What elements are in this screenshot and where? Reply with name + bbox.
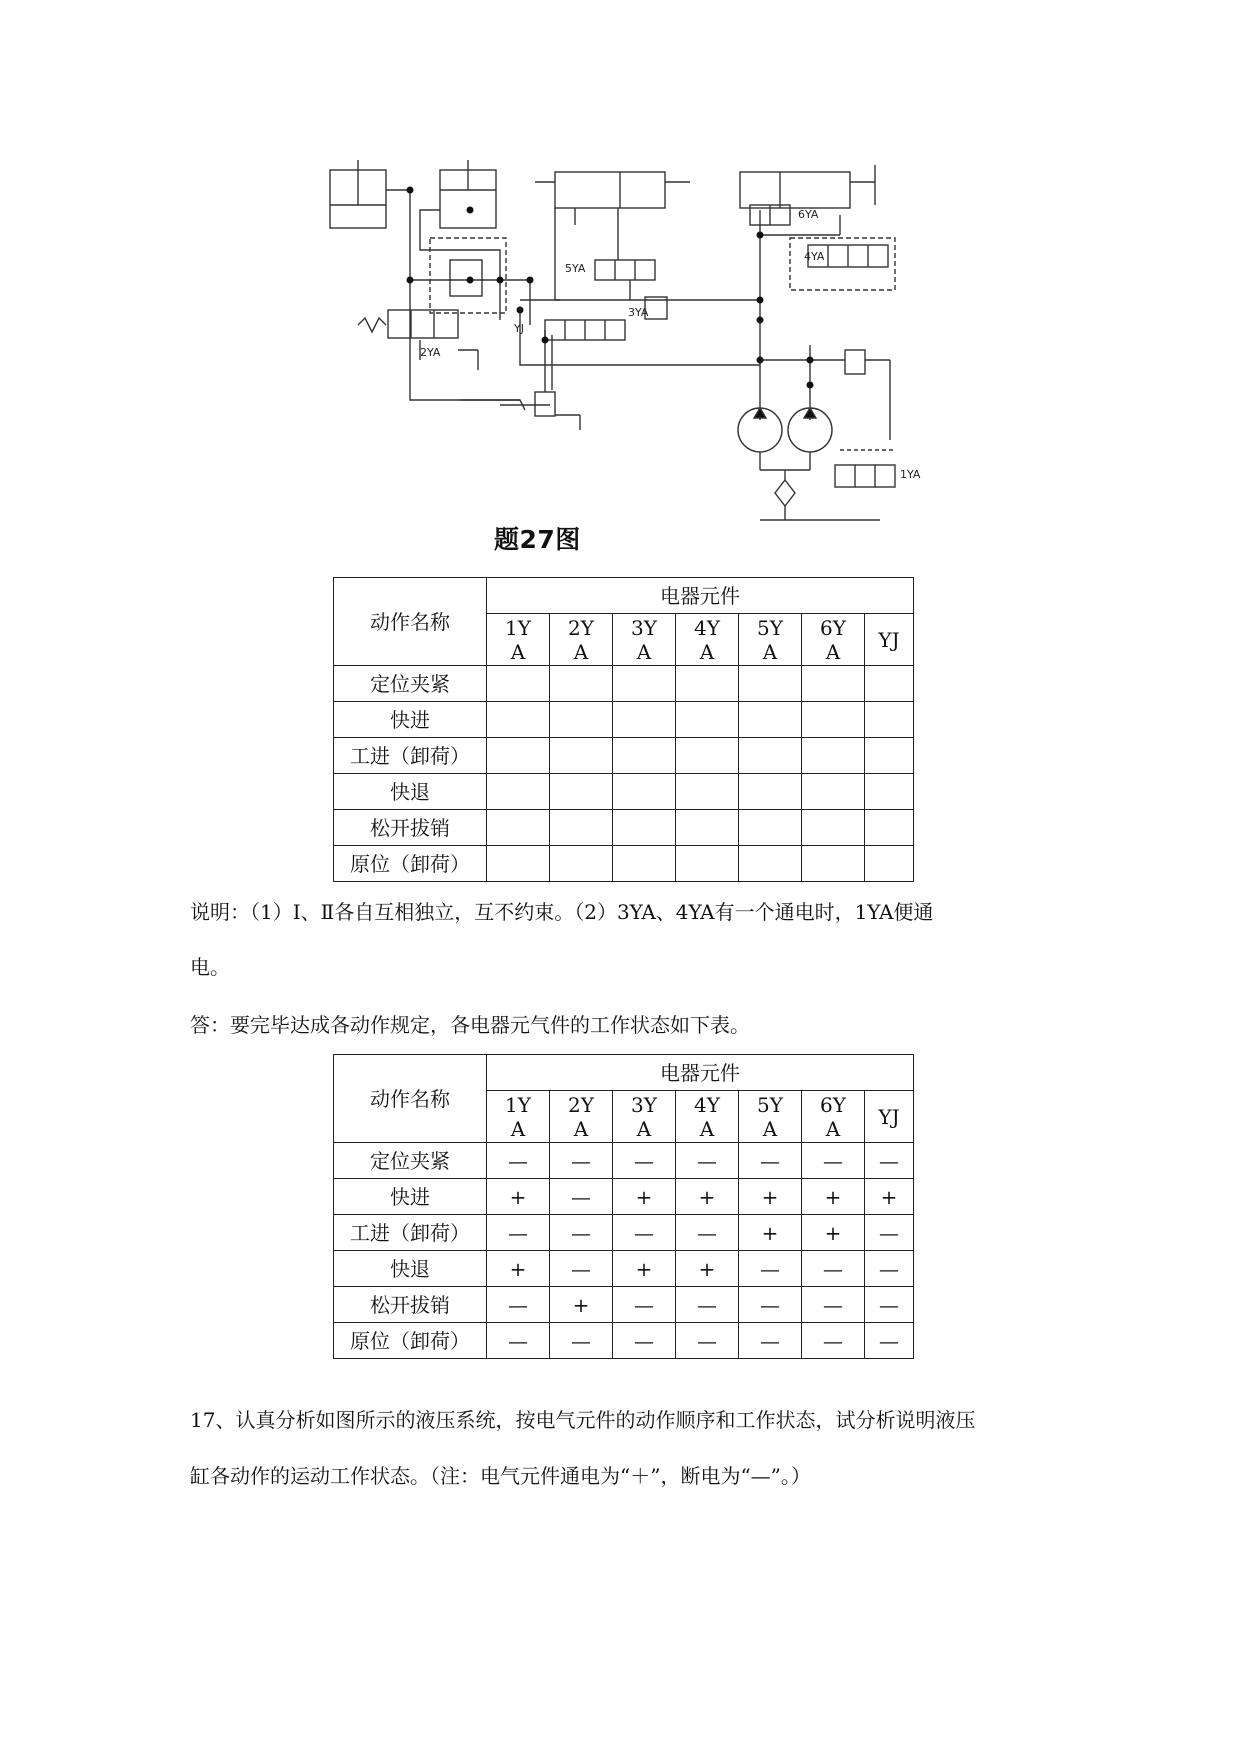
- table-cell: [613, 666, 676, 702]
- cylinder-right-2: [740, 172, 850, 208]
- table-cell: A: [699, 639, 715, 664]
- table-cell: 工进（卸荷）: [334, 738, 487, 774]
- table-cell: 快进: [334, 1179, 487, 1215]
- table-cell: 6Y: [820, 615, 846, 640]
- table-cell: [550, 738, 613, 774]
- table-cell: A: [825, 639, 841, 664]
- col-header: [676, 614, 739, 666]
- table-cell: [865, 774, 914, 810]
- table-cell: A: [573, 1116, 589, 1141]
- table-cell: —: [487, 1143, 550, 1179]
- table-cell: —: [487, 1215, 550, 1251]
- col-header-yj: YJ: [865, 614, 914, 666]
- col-header: [739, 614, 802, 666]
- question-17-line-2: 缸各动作的运动工作状态。（注：电气元件通电为“＋”，断电为“—”。）: [190, 1464, 811, 1488]
- table-cell: [613, 774, 676, 810]
- table-cell: [487, 774, 550, 810]
- figure-caption: 题27图: [494, 525, 581, 554]
- table-cell: +: [676, 1251, 739, 1287]
- table-cell: —: [550, 1323, 613, 1359]
- table-cell: [676, 666, 739, 702]
- table-cell: —: [865, 1323, 914, 1359]
- table-cell: —: [739, 1287, 802, 1323]
- table-cell: 3Y: [631, 1092, 657, 1117]
- table-cell: 5Y: [757, 1092, 783, 1117]
- table-cell: —: [487, 1287, 550, 1323]
- table-cell: A: [825, 1116, 841, 1141]
- col-header: [487, 1091, 550, 1143]
- label-3ya: 3YA: [628, 306, 649, 319]
- answer-text: 答：要完毕达成各动作规定，各电器元气件的工作状态如下表。: [190, 1013, 750, 1037]
- table-cell: [550, 810, 613, 846]
- col-header: [739, 1091, 802, 1143]
- table-row: [334, 846, 914, 882]
- table-cell: 原位（卸荷）: [334, 1323, 487, 1359]
- table-cell: [865, 738, 914, 774]
- table-cell: —: [739, 1323, 802, 1359]
- table-row: [334, 666, 914, 702]
- header-electrical-components: 电器元件: [487, 578, 914, 614]
- table-cell: 工进（卸荷）: [334, 1215, 487, 1251]
- table-cell: [487, 846, 550, 882]
- table-cell: 快退: [334, 1251, 487, 1287]
- state-table-blank: [333, 577, 914, 882]
- table-cell: [739, 738, 802, 774]
- table-cell: —: [802, 1251, 865, 1287]
- table-cell: 原位（卸荷）: [334, 846, 487, 882]
- table-cell: —: [802, 1323, 865, 1359]
- table-cell: —: [739, 1143, 802, 1179]
- table-cell: —: [550, 1215, 613, 1251]
- note-line-1: 说明：（1）Ⅰ、Ⅱ各自互相独立，互不约束。（2）3YA、4YA有一个通电时，1YA便通: [190, 900, 934, 924]
- table-cell: —: [802, 1143, 865, 1179]
- table-cell: [676, 846, 739, 882]
- table-row: [334, 774, 914, 810]
- table-cell: 1Y: [505, 615, 531, 640]
- table-cell: —: [865, 1143, 914, 1179]
- table-cell: [739, 666, 802, 702]
- cylinder-right-1: [555, 172, 665, 208]
- table-cell: [865, 810, 914, 846]
- table-cell: A: [762, 639, 778, 664]
- label-4ya: 4YA: [804, 250, 825, 263]
- table-cell: 快进: [334, 702, 487, 738]
- table-cell: 松开拔销: [334, 810, 487, 846]
- table-cell: A: [636, 639, 652, 664]
- table-row: [334, 1323, 914, 1359]
- valve-1ya: [835, 465, 895, 487]
- table-cell: 松开拔销: [334, 1287, 487, 1323]
- table-cell: [802, 810, 865, 846]
- table-cell: —: [865, 1215, 914, 1251]
- table-row: [334, 702, 914, 738]
- table-cell: [865, 846, 914, 882]
- table-row: [334, 1055, 914, 1091]
- table-cell: +: [676, 1179, 739, 1215]
- table-cell: 3Y: [631, 615, 657, 640]
- table-cell: [676, 810, 739, 846]
- table-cell: [802, 846, 865, 882]
- col-header: [550, 1091, 613, 1143]
- table-cell: A: [510, 639, 526, 664]
- hydraulic-circuit-diagram: [320, 160, 940, 580]
- question-17-line-1: 17、认真分析如图所示的液压系统，按电气元件的动作顺序和工作状态，试分析说明液压: [190, 1408, 976, 1432]
- table-cell: [802, 702, 865, 738]
- table-cell: +: [550, 1287, 613, 1323]
- table-cell: [865, 666, 914, 702]
- table-row: [334, 1251, 914, 1287]
- table-cell: [613, 846, 676, 882]
- table-cell: 4Y: [694, 1092, 720, 1117]
- table-row: [334, 738, 914, 774]
- header-action-name: 动作名称: [334, 578, 487, 666]
- table-cell: A: [636, 1116, 652, 1141]
- table-cell: A: [573, 639, 589, 664]
- table-cell: +: [739, 1215, 802, 1251]
- table-row: [334, 1287, 914, 1323]
- table-cell: [802, 774, 865, 810]
- table-cell: +: [487, 1179, 550, 1215]
- table-cell: [487, 810, 550, 846]
- header-action-name: 动作名称: [334, 1055, 487, 1143]
- col-header: [802, 614, 865, 666]
- table-cell: [802, 666, 865, 702]
- table-cell: [802, 738, 865, 774]
- table-cell: 快退: [334, 774, 487, 810]
- table-cell: 6Y: [820, 1092, 846, 1117]
- label-yj: YJ: [514, 322, 524, 335]
- col-header: [550, 614, 613, 666]
- table-cell: +: [802, 1215, 865, 1251]
- table-cell: [676, 774, 739, 810]
- note-line-2: 电。: [190, 955, 230, 979]
- table-cell: —: [676, 1323, 739, 1359]
- col-header: [802, 1091, 865, 1143]
- col-header: [487, 614, 550, 666]
- valve-5ya: [595, 260, 655, 280]
- state-table-answer: [333, 1054, 914, 1359]
- table-cell: —: [865, 1251, 914, 1287]
- table-cell: A: [699, 1116, 715, 1141]
- table-row: [334, 1143, 914, 1179]
- table-cell: —: [676, 1215, 739, 1251]
- col-header-yj: YJ: [865, 1091, 914, 1143]
- table-cell: [613, 810, 676, 846]
- label-5ya: 5YA: [565, 262, 586, 275]
- table-cell: —: [613, 1215, 676, 1251]
- label-2ya: 2YA: [420, 346, 441, 359]
- table-cell: 2Y: [568, 1092, 594, 1117]
- table-cell: A: [510, 1116, 526, 1141]
- table-cell: [550, 702, 613, 738]
- table-cell: +: [487, 1251, 550, 1287]
- header-electrical-components: 电器元件: [487, 1055, 914, 1091]
- table-row: [334, 578, 914, 614]
- col-header: [676, 1091, 739, 1143]
- table-row: [334, 1215, 914, 1251]
- table-cell: +: [802, 1179, 865, 1215]
- table-cell: [487, 702, 550, 738]
- table-cell: [676, 702, 739, 738]
- table-cell: [613, 702, 676, 738]
- table-cell: [676, 738, 739, 774]
- valve-2ya: [388, 310, 458, 338]
- table-cell: —: [739, 1251, 802, 1287]
- table-cell: [613, 738, 676, 774]
- table-cell: +: [739, 1179, 802, 1215]
- table-cell: —: [676, 1143, 739, 1179]
- table-cell: [739, 810, 802, 846]
- table-cell: 5Y: [757, 615, 783, 640]
- table-cell: +: [613, 1179, 676, 1215]
- table-cell: 2Y: [568, 615, 594, 640]
- valve-box-dashed: [430, 238, 506, 313]
- table-cell: 1Y: [505, 1092, 531, 1117]
- table-cell: [487, 666, 550, 702]
- table-cell: 定位夹紧: [334, 666, 487, 702]
- table-cell: [550, 846, 613, 882]
- table-cell: —: [550, 1143, 613, 1179]
- label-1ya: 1YA: [900, 468, 921, 481]
- table-cell: —: [550, 1251, 613, 1287]
- table-cell: 4Y: [694, 615, 720, 640]
- table-cell: A: [762, 1116, 778, 1141]
- table-cell: [550, 774, 613, 810]
- table-cell: [739, 774, 802, 810]
- table-cell: —: [613, 1287, 676, 1323]
- table-cell: [865, 702, 914, 738]
- table-cell: —: [613, 1323, 676, 1359]
- table-cell: +: [865, 1179, 914, 1215]
- table-cell: +: [613, 1251, 676, 1287]
- col-header: [613, 1091, 676, 1143]
- table-cell: [739, 846, 802, 882]
- table-row: [334, 810, 914, 846]
- table-cell: [739, 702, 802, 738]
- col-header: [613, 614, 676, 666]
- table-cell: —: [865, 1287, 914, 1323]
- table-cell: —: [550, 1179, 613, 1215]
- table-row: [334, 1179, 914, 1215]
- table-cell: —: [676, 1287, 739, 1323]
- table-cell: —: [802, 1287, 865, 1323]
- table-cell: [487, 738, 550, 774]
- table-cell: —: [487, 1323, 550, 1359]
- label-6ya: 6YA: [798, 208, 819, 221]
- table-cell: —: [613, 1143, 676, 1179]
- table-cell: [550, 666, 613, 702]
- table-cell: 定位夹紧: [334, 1143, 487, 1179]
